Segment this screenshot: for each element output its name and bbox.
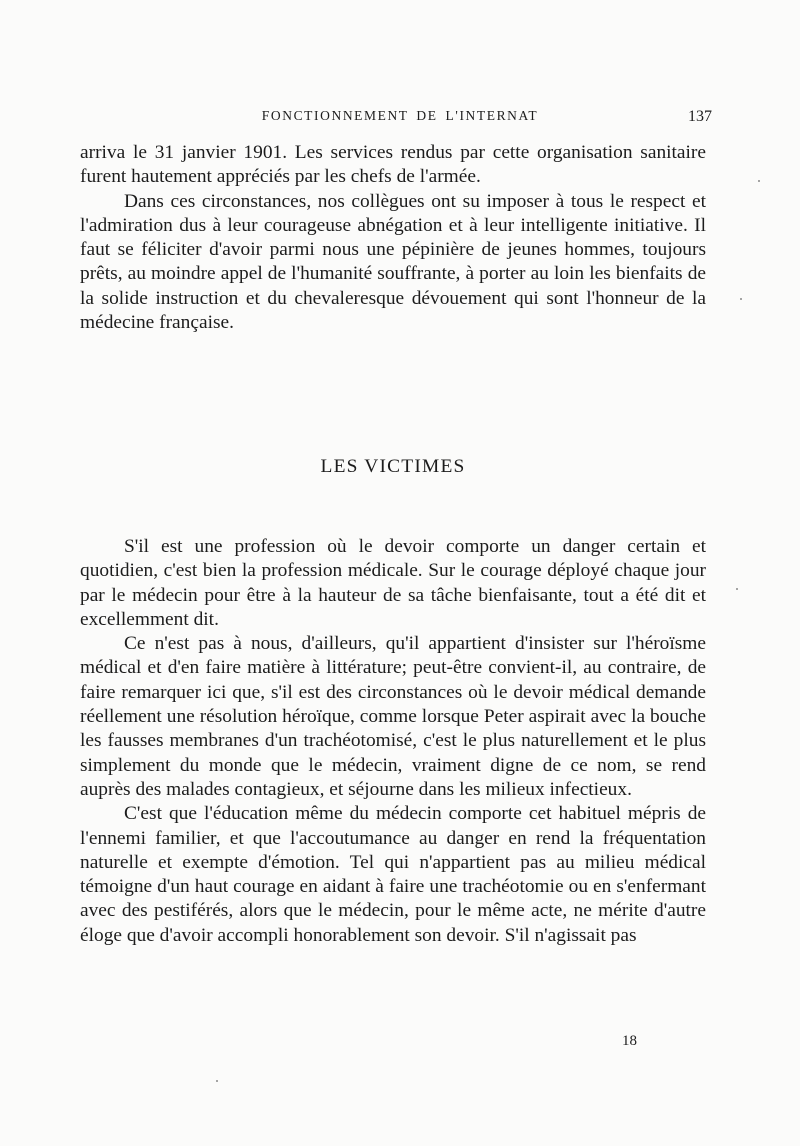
section-body [80, 535, 706, 948]
paper-speck [758, 180, 760, 182]
paragraph: Ce n'est pas à nous, d'ailleurs, qu'il appartient d'insister sur l'héroïsme médical et d'en faire matière à littérature; peut-être convient-il, au contraire, de faire remarquer ici que, s'il est des circonstances où le devoir médical demande réellement une résolution héroïque, comme lorsque Peter aspirait avec la bouche les fausses membranes d'un trachéotomisé, c'est le plus naturellement et le plus simplement du monde que le médecin, vraiment digne de ce nom, se rend auprès des malades contagieux, et séjourne dans les milieux infectieux. [80, 633, 706, 800]
paper-speck [736, 588, 738, 590]
signature-mark: 18 [622, 1033, 637, 1049]
paper-speck [740, 298, 742, 300]
running-head [80, 108, 720, 128]
paragraph: Dans ces circonstances, nos collègues ont su imposer à tous le respect et l'admiration dus à leur courageuse abnégation et à leur intelligente initiative. Il faut se féliciter d'avoir parmi nous une pépinière de jeunes hommes, toujours prêts, au moindre appel de l'humanité souffrante, à porter au loin les bienfaits de la solide instruction et du chevaleresque dévouement qui sont l'honneur de la médecine française. [80, 190, 706, 334]
paper-speck [216, 1080, 218, 1082]
continued-text [80, 141, 706, 335]
paragraph: arriva le 31 janvier 1901. Les services rendus par cette organisation sanitaire furent hautement appréciés par les chefs de l'armée. [80, 142, 706, 188]
paragraph: C'est que l'éducation même du médecin comporte cet habituel mépris de l'ennemi familier, et que l'accoutumance au danger en rend la fréquentation naturelle et exempte d'émotion. Tel qui n'appartient pas au milieu médical témoigne d'un haut courage en aidant à faire une trachéotomie ou en s'enfermant avec des pestiférés, alors que le médecin, pour le même acte, ne mérite d'autre éloge que d'avoir accompli honorablement son devoir. S'il n'agissait pas [80, 803, 706, 946]
section-heading: LES VICTIMES [320, 456, 466, 477]
page-number: 137 [688, 108, 712, 125]
paragraph: S'il est une profession où le devoir comporte un danger certain et quotidien, c'est bien la profession médicale. Sur le courage déployé chaque jour par le médecin pour être à la hauteur de sa tâche bienfaisante, tout a été dit et excellemment dit. [80, 536, 706, 630]
running-title: FONCTIONNEMENT DE L'INTERNAT [261, 108, 539, 123]
